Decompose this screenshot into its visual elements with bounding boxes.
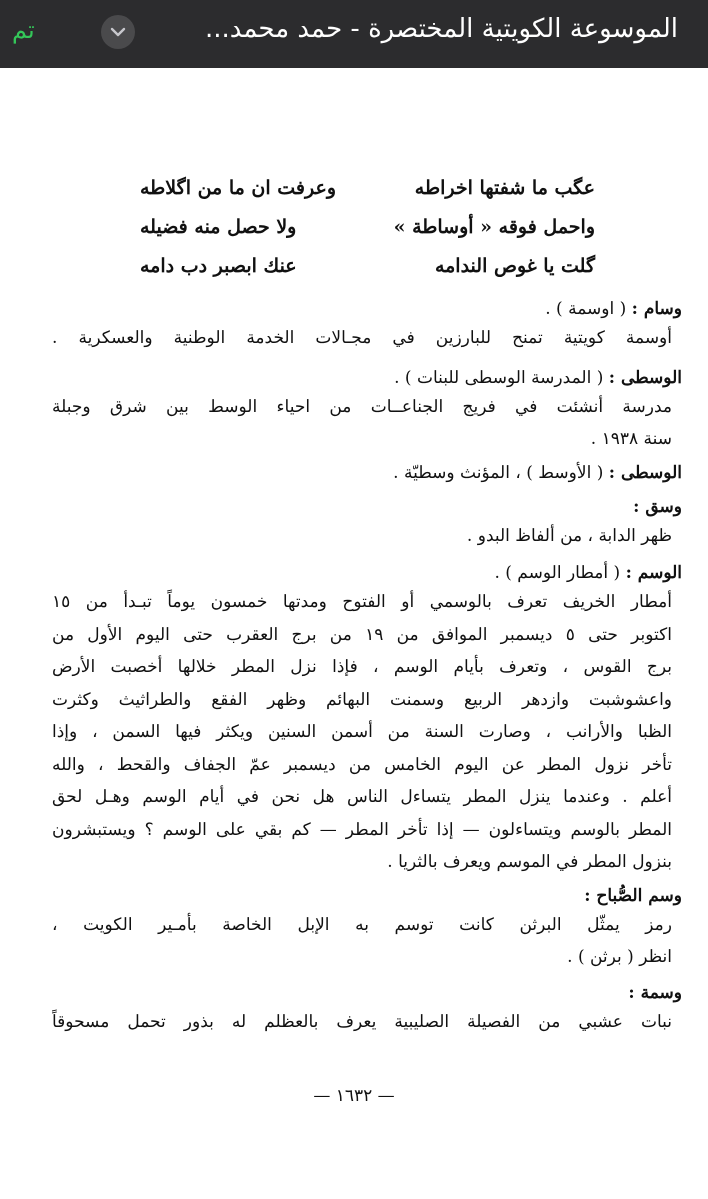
entry-head bbox=[52, 883, 682, 909]
entry-headword: وسمة : bbox=[628, 982, 682, 1003]
entry-note: ( الأوسط ) ، المؤنث وسطيّة . bbox=[393, 462, 604, 483]
dictionary-entries bbox=[52, 292, 682, 1038]
poem-line bbox=[140, 249, 595, 288]
entry-head bbox=[52, 365, 682, 391]
body-line: نبات عشبي من الفصيلة الصليبية يعرف بالعظلم له بذور تحمل مسحوقاً bbox=[52, 1011, 672, 1032]
entry-headword: وسق : bbox=[633, 496, 682, 517]
body-line: انظر ( برثن ) . bbox=[567, 947, 672, 967]
poem-line bbox=[140, 171, 595, 210]
body-line: أمطار الخريف تعرف بالوسمي أو الفتوح ومدتها خمسون يوماً تبـدأ من ١٥ bbox=[52, 592, 672, 612]
entry-body bbox=[52, 586, 672, 879]
document-title: الموسوعة الكويتية المختصرة - حمد محمد... bbox=[204, 14, 678, 44]
body-line: بنزول المطر في الموسم ويعرف بالثريا . bbox=[387, 852, 672, 872]
entry-body bbox=[52, 520, 672, 553]
body-line: المطر بالوسم ويتساءلون — إذا تأخر المطر — كم بقي على الوسم ؟ ويستبشرون bbox=[52, 819, 672, 840]
entry-head bbox=[52, 494, 682, 520]
body-line: ظهر الدابة ، من ألفاظ البدو . bbox=[466, 525, 672, 546]
entry-headword: وسم الصُّباح : bbox=[584, 885, 682, 906]
poem-line bbox=[140, 210, 595, 249]
page-number: — ١٦٣٢ — bbox=[313, 1086, 395, 1106]
entry-head bbox=[52, 460, 682, 486]
poem bbox=[140, 171, 595, 288]
poem-hemistich: عنك ابصبر دب دامه bbox=[140, 255, 297, 277]
entry-body bbox=[52, 1006, 672, 1039]
body-line: الظبا والأرانب ، وصارت السنة من أسمن السنين ويكثر فيها السمن ، وإذا bbox=[52, 722, 672, 742]
entry-headword: الوسم : bbox=[625, 563, 682, 583]
body-line: أعلم . وعندما ينزل المطر يتساءل الناس هل نحن في أيام الوسم وهـل لحق bbox=[52, 787, 672, 807]
entry-note: ( أمطار الوسم ) . bbox=[494, 563, 621, 583]
poem-hemistich: ولا حصل منه فضيله bbox=[140, 216, 297, 238]
entry bbox=[52, 980, 682, 1039]
chevron-down-icon[interactable] bbox=[101, 15, 135, 49]
entry bbox=[52, 460, 682, 486]
entry-head bbox=[52, 296, 682, 322]
entry-body bbox=[52, 909, 672, 974]
entry bbox=[52, 365, 682, 456]
document-page bbox=[0, 68, 708, 1199]
poem-hemistich: عگب ما شفتها اخراطه bbox=[414, 177, 595, 199]
body-line: مدرسة أنشئت في فريج الجناعــات من احياء الوسط بين شرق وجبلة bbox=[52, 396, 672, 417]
body-line: رمز يمثّل البرثن كانت توسم به الإبل الخاصة بأمـير الكويت ، bbox=[52, 914, 672, 935]
entry bbox=[52, 883, 682, 974]
entry-headword: الوسطى : bbox=[608, 367, 682, 388]
body-line: واعشوشبت وازدهر الربيع وسمنت البهائم وظهر الفقع والطراثيث وكثرت bbox=[52, 689, 672, 710]
entry-note: ( اوسمة ) . bbox=[545, 299, 627, 319]
entry bbox=[52, 494, 682, 553]
poem-hemistich: گلت يا غوص الندامه bbox=[434, 255, 595, 277]
body-line: برج القوس ، وتعرف بأيام الوسم ، فإذا نزل المطر خلالها أخصبت الأرض bbox=[52, 657, 672, 677]
entry-head bbox=[52, 980, 682, 1006]
body-line: سنة ١٩٣٨ . bbox=[590, 429, 672, 449]
entry-headword: وسام : bbox=[631, 299, 682, 319]
done-button[interactable]: تم bbox=[12, 16, 35, 44]
poem-hemistich: وعرفت ان ما من اگلاطه bbox=[140, 177, 337, 199]
top-bar bbox=[0, 0, 708, 68]
body-line: تأخر نزول المطر عن اليوم الخامس من ديسمبر عمّ الجفاف والقحط ، والله bbox=[52, 754, 672, 775]
entry bbox=[52, 560, 682, 879]
entry-body bbox=[52, 322, 672, 355]
body-line: أوسمة كويتية تمنح للبارزين في مجـالات الخدمة الوطنية والعسكرية . bbox=[52, 328, 672, 348]
entry-head bbox=[52, 560, 682, 586]
entry-headword: الوسطى : bbox=[608, 462, 682, 483]
entry-note: ( المدرسة الوسطى للبنات ) . bbox=[394, 367, 604, 388]
poem-hemistich: واحمل فوقه « أوساطة » bbox=[393, 216, 595, 238]
entry bbox=[52, 296, 682, 355]
entry-body bbox=[52, 391, 672, 456]
body-line: اكتوبر حتى ٥ ديسمبر الموافق من ١٩ من برج العقرب حتى اليوم الأول من bbox=[52, 624, 672, 645]
